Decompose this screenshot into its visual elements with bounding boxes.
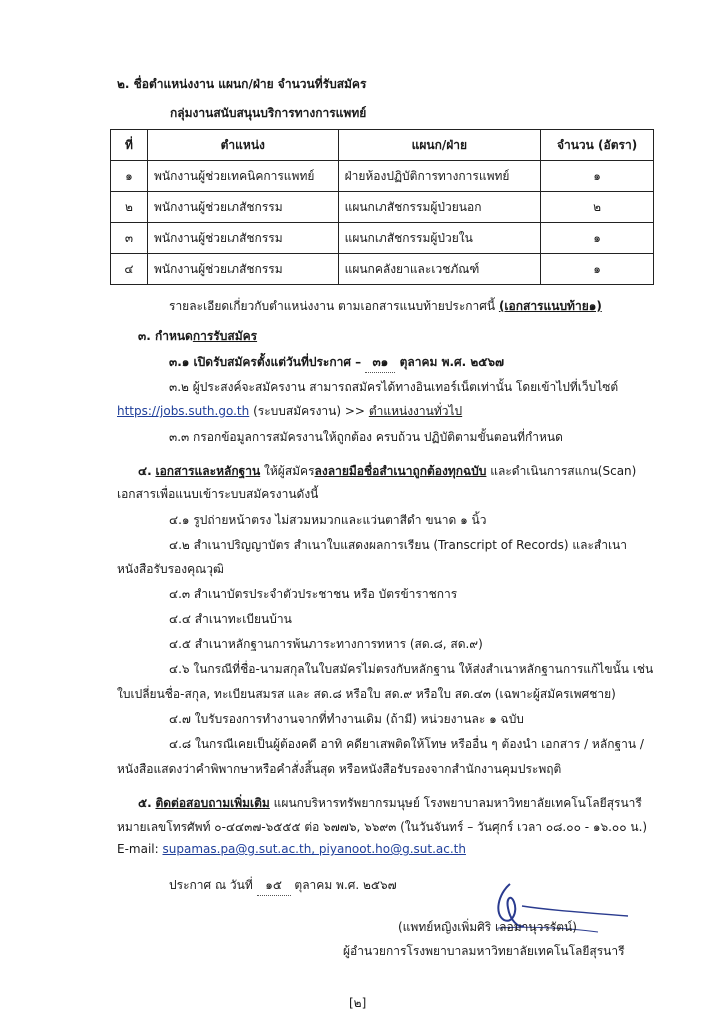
cell-count: ๑ bbox=[541, 223, 654, 254]
section4-heading-bold: ลงลายมือชื่อสำเนาถูกต้องทุกฉบับ bbox=[314, 464, 487, 478]
cell-count: ๑ bbox=[541, 254, 654, 285]
item-4-4: ๔.๔ สำเนาทะเบียนบ้าน bbox=[169, 612, 292, 626]
signer-name: (แพทย์หญิงเพิ่มศิริ เลอมานุวรรัตน์) bbox=[398, 920, 577, 934]
attachment-note-text: รายละเอียดเกี่ยวกับตำแหน่งงาน ตามเอกสารแนบท้ายประกาศนี้ bbox=[169, 299, 496, 313]
table-header-row bbox=[111, 130, 654, 161]
item-4-5: ๔.๕ สำเนาหลักฐานการพ้นภาระทางการทหาร (สด.๘, สด.๙) bbox=[169, 637, 483, 651]
item-4-8-line2: หนังสือแสดงว่าคำพิพากษาหรือคำสั่งสิ้นสุด หรือหนังสือรับรองจากสำนักงานคุมประพฤติ bbox=[117, 762, 562, 776]
section3-heading bbox=[138, 327, 257, 346]
cell-position: พนักงานผู้ช่วยเภสัชกรรม bbox=[147, 254, 338, 285]
cell-dept: แผนกคลังยาและเวชภัณฑ์ bbox=[338, 254, 541, 285]
cell-count: ๑ bbox=[541, 161, 654, 192]
item-3-3: ๓.๓ กรอกข้อมูลการสมัครงานให้ถูกต้อง ครบถ้วน ปฏิบัติตามขั้นตอนที่กำหนด bbox=[169, 430, 563, 444]
table-row bbox=[111, 254, 654, 285]
section4-heading-suffix: และดำเนินการสแกน(Scan) bbox=[490, 464, 637, 478]
cell-position: พนักงานผู้ช่วยเภสัชกรรม bbox=[147, 223, 338, 254]
section2-group-title: กลุ่มงานสนับสนุนบริการทางการแพทย์ bbox=[170, 106, 367, 120]
email-link[interactable]: supamas.pa@g.sut.ac.th, piyanoot.ho@g.sut.ac.th bbox=[162, 842, 466, 856]
item-4-8-line1: ๔.๘ ในกรณีเคยเป็นผู้ต้องคดี อาทิ คดียาเสพติดให้โทษ หรืออื่น ๆ ต้องนำ เอกสาร / หลักฐาน / bbox=[169, 737, 644, 751]
cell-dept: แผนกเภสัชกรรมผู้ป่วยใน bbox=[338, 223, 541, 254]
item-3-1-day: ๓๑ bbox=[365, 353, 395, 373]
cell-no: ๔ bbox=[111, 254, 148, 285]
cell-position: พนักงานผู้ช่วยเทคนิคการแพทย์ bbox=[147, 161, 338, 192]
item-4-1: ๔.๑ รูปถ่ายหน้าตรง ไม่สวมหมวกและแว่นตาสีดำ ขนาด ๑ นิ้ว bbox=[169, 513, 487, 527]
item-4-3: ๔.๓ สำเนาบัตรประจำตัวประชาชน หรือ บัตรข้าราชการ bbox=[169, 587, 458, 601]
email-label: E-mail: bbox=[117, 842, 159, 856]
general-positions-link[interactable]: ตำแหน่งงานทั่วไป bbox=[368, 404, 463, 418]
item-4-7: ๔.๗ ใบรับรองการทำงานจากที่ทำงานเดิม (ถ้ามี) หน่วยงานละ ๑ ฉบับ bbox=[169, 712, 524, 726]
cell-no: ๒ bbox=[111, 192, 148, 223]
cell-no: ๓ bbox=[111, 223, 148, 254]
item-4-2-line2: หนังสือรับรองคุณวุฒิ bbox=[117, 562, 224, 576]
section5-heading-underlined: ติดต่อสอบถามเพิ่มเติม bbox=[155, 796, 270, 810]
section3-heading-prefix: ๓. กำหนด bbox=[138, 329, 193, 343]
cell-count: ๒ bbox=[541, 192, 654, 223]
item-4-6-line1: ๔.๖ ในกรณีที่ชื่อ-นามสกุลในใบสมัครไม่ตรงกับหลักฐาน ให้ส่งสำเนาหลักฐานการแก้ไขนั้น เช่น bbox=[169, 662, 654, 676]
col-header-position: ตำแหน่ง bbox=[147, 130, 338, 161]
item-3-2-line2 bbox=[117, 402, 462, 421]
cell-position: พนักงานผู้ช่วยเภสัชกรรม bbox=[147, 192, 338, 223]
section5-heading-suffix: แผนกบริหารทรัพยากรมนุษย์ โรงพยาบาลมหาวิทยาลัยเทคโนโลยีสุรนารี bbox=[273, 796, 642, 810]
section3-heading-underlined: การรับสมัคร bbox=[192, 329, 258, 343]
contact-phone: หมายเลขโทรศัพท์ ๐-๔๔๓๗-๖๕๕๕ ต่อ ๖๗๗๖, ๖๖๙๓ (ในวันจันทร์ – วันศุกร์ เวลา ๐๘.๐๐ - ๑๖.๐๐ น.) bbox=[117, 820, 648, 834]
item-4-6-line2: ใบเปลี่ยนชื่อ-สกุล, ทะเบียนสมรส และ สด.๘ หรือใบ สด.๙ หรือใบ สด.๔๓ (เฉพาะผู้สมัครเพศชาย) bbox=[117, 687, 616, 701]
table-row bbox=[111, 192, 654, 223]
section4-heading-mid: ให้ผู้สมัคร bbox=[264, 464, 315, 478]
section2-heading: ๒. ชื่อตำแหน่งงาน แผนก/ฝ่าย จำนวนที่รับสมัคร bbox=[117, 77, 367, 91]
item-3-1-month: ตุลาคม พ.ศ. ๒๕๖๗ bbox=[399, 355, 505, 369]
section5-heading bbox=[138, 794, 642, 813]
announce-date bbox=[169, 876, 397, 896]
col-header-count: จำนวน (อัตรา) bbox=[541, 130, 654, 161]
section4-heading-line2: เอกสารเพื่อแนบเข้าระบบสมัครงานดังนี้ bbox=[117, 487, 319, 501]
cell-dept: แผนกเภสัชกรรมผู้ป่วยนอก bbox=[338, 192, 541, 223]
attachment-link[interactable]: (เอกสารแนบท้าย๑) bbox=[498, 299, 602, 313]
table-row bbox=[111, 161, 654, 192]
positions-table bbox=[110, 129, 654, 285]
attachment-note bbox=[169, 297, 602, 316]
section5-number: ๕. bbox=[138, 796, 152, 810]
col-header-dept: แผนก/ฝ่าย bbox=[338, 130, 541, 161]
cell-dept: ฝ่ายห้องปฏิบัติการทางการแพทย์ bbox=[338, 161, 541, 192]
table-row bbox=[111, 223, 654, 254]
signer-title: ผู้อำนวยการโรงพยาบาลมหาวิทยาลัยเทคโนโลยีสุรนารี bbox=[343, 944, 625, 958]
item-3-1 bbox=[169, 353, 504, 373]
contact-email bbox=[117, 842, 466, 856]
item-4-2-line1: ๔.๒ สำเนาปริญญาบัตร สำเนาใบแสดงผลการเรียน (Transcript of Records) และสำเนา bbox=[169, 538, 627, 552]
item-3-1-text: ๓.๑ เปิดรับสมัครตั้งแต่วันที่ประกาศ – bbox=[169, 355, 362, 369]
announce-prefix: ประกาศ ณ วันที่ bbox=[169, 878, 253, 892]
item-3-2-line1: ๓.๒ ผู้ประสงค์จะสมัครงาน สามารถสมัครได้ทางอินเทอร์เน็ตเท่านั้น โดยเข้าไปที่เว็บไซต์ bbox=[169, 380, 619, 394]
cell-no: ๑ bbox=[111, 161, 148, 192]
announce-month: ตุลาคม พ.ศ. ๒๕๖๗ bbox=[294, 878, 397, 892]
section4-number: ๔. bbox=[138, 464, 152, 478]
col-header-no: ที่ bbox=[111, 130, 148, 161]
page-number: [๒] bbox=[349, 996, 367, 1010]
jobs-website-link[interactable]: https://jobs.suth.go.th bbox=[117, 404, 250, 418]
announce-day: ๑๕ bbox=[257, 876, 291, 896]
item-3-2-mid: (ระบบสมัครงาน) >> bbox=[253, 404, 365, 418]
section4-heading-underlined: เอกสารและหลักฐาน bbox=[155, 464, 261, 478]
section4-heading bbox=[138, 462, 636, 481]
